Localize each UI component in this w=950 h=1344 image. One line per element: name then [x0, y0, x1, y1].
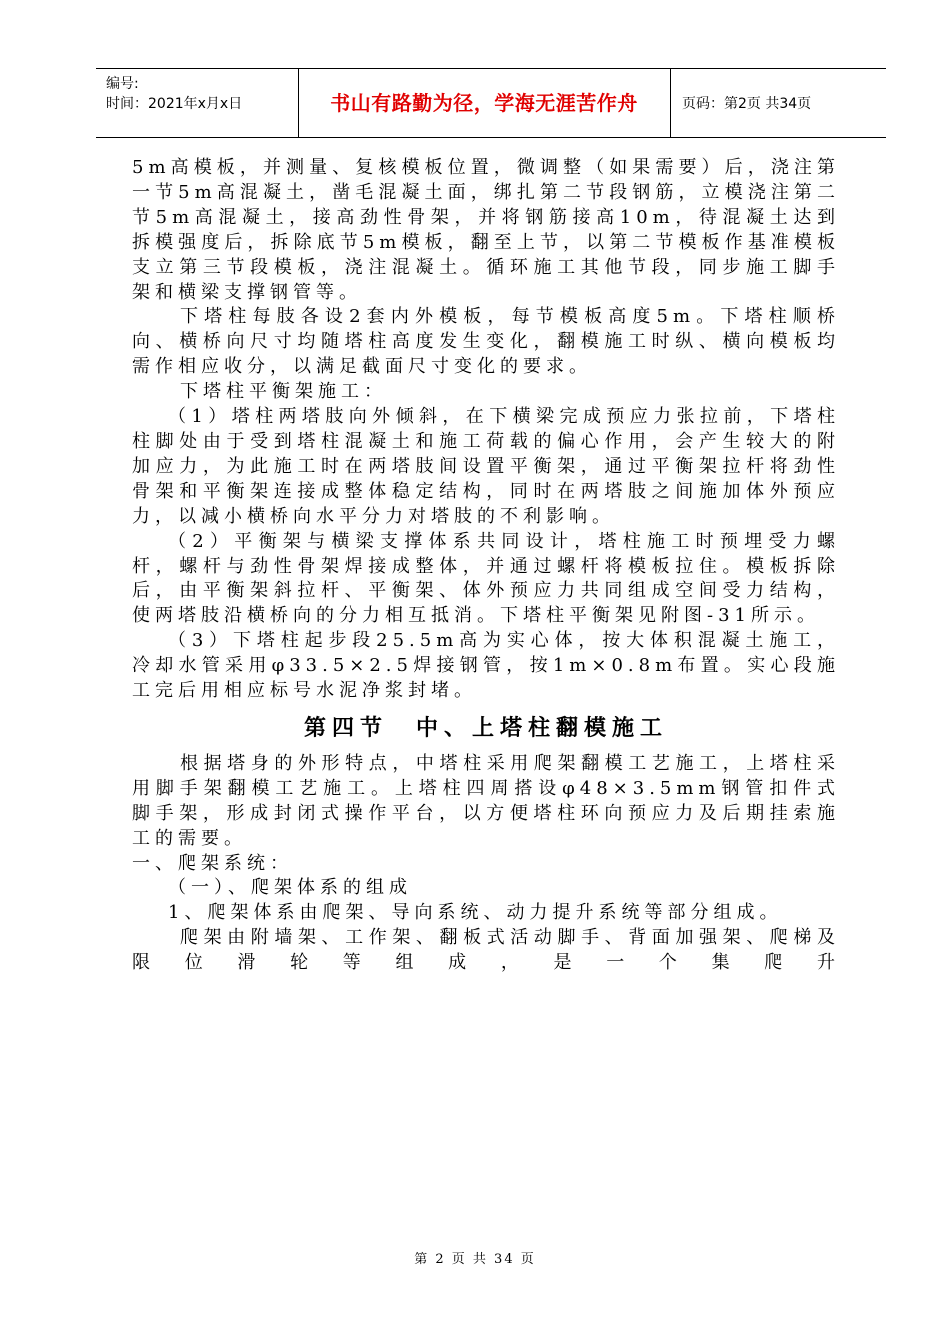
page-header — [96, 68, 886, 138]
header-meta — [96, 69, 299, 137]
paragraph: （3）下塔柱起步段25.5m高为实心体，按大体积混凝土施工，冷却水管采用φ33.5×2.5焊接钢管，按1m×0.8m布置。实心段施工完后用相应标号水泥净浆封堵。 — [132, 630, 840, 702]
header-motto: 书山有路勤为径，学海无涯苦作舟 — [298, 69, 671, 137]
list-item: 1、爬架体系由爬架、导向系统、动力提升系统等部分组成。 — [168, 902, 783, 924]
paragraph: （1）塔柱两塔肢向外倾斜，在下横梁完成预应力张拉前，下塔柱柱脚处由于受到塔柱混凝土和施工荷载的偏心作用，会产生较大的附加应力，为此施工时在两塔肢间设置平衡架，通过平衡架拉杆将劲性骨架和平衡架连接成整体稳定结构，同时在两塔肢之间施加体外预应力，以减小横桥向水平分力对塔肢的不利影响。 — [132, 406, 840, 527]
sub-heading: （一）、爬架体系的组成 — [168, 877, 412, 899]
page-footer: 第 2 页 共 34 页 — [414, 1252, 536, 1267]
code-label: 编号: — [106, 76, 139, 92]
paragraph: （2）平衡架与横梁支撑体系共同设计，塔柱施工时预埋受力螺杆，螺杆与劲性骨架焊接成整体，并通过螺杆将模板拉住。模板拆除后，由平衡架斜拉杆、平衡架、体外预应力共同组成空间受力结构，使两塔肢沿横桥向的分力相互抵消。下塔柱平衡架见附图-31所示。 — [132, 530, 840, 627]
paragraph: 爬架由附墙架、工作架、翻板式活动脚手、背面加强架、爬梯及限位滑轮等组成，是一个集爬升 — [132, 927, 840, 974]
header-page-info: 页码：第2页 共34页 — [682, 96, 812, 112]
paragraph: 根据塔身的外形特点，中塔柱采用爬架翻模工艺施工，上塔柱采用脚手架翻模工艺施工。上塔柱四周搭设φ48×3.5mm钢管扣件式脚手架，形成封闭式操作平台，以方便塔柱环向预应力及后期挂索施工的需要。 — [132, 752, 840, 849]
section-title: 第四节 中、上塔柱翻模施工 — [303, 715, 668, 741]
paragraph: 5m高模板，并测量、复核模板位置，微调整（如果需要）后，浇注第一节5m高混凝土，凿毛混凝土面，绑扎第二节段钢筋，立模浇注第二节5m高混凝土，接高劲性骨架，并将钢筋接高10m，待混凝土达到拆模强度后，拆除底节5m模板，翻至上节，以第二节模板作基准模板支立第三节段模板，浇注混凝土。循环施工其他节段，同步施工脚手架和横梁支撑钢管等。 — [132, 157, 840, 303]
time-label: 时间：2021年x月x日 — [106, 96, 243, 112]
list-heading: 一、爬架系统： — [132, 852, 293, 874]
document-body — [132, 156, 840, 976]
paragraph: 下塔柱每肢各设2套内外模板，每节模板高度5m。下塔柱顺桥向、横桥向尺寸均随塔柱高度发生变化，翻模施工时纵、横向模板均需作相应收分，以满足截面尺寸变化的要求。 — [132, 306, 840, 378]
paragraph-heading: 下塔柱平衡架施工： — [180, 381, 387, 403]
